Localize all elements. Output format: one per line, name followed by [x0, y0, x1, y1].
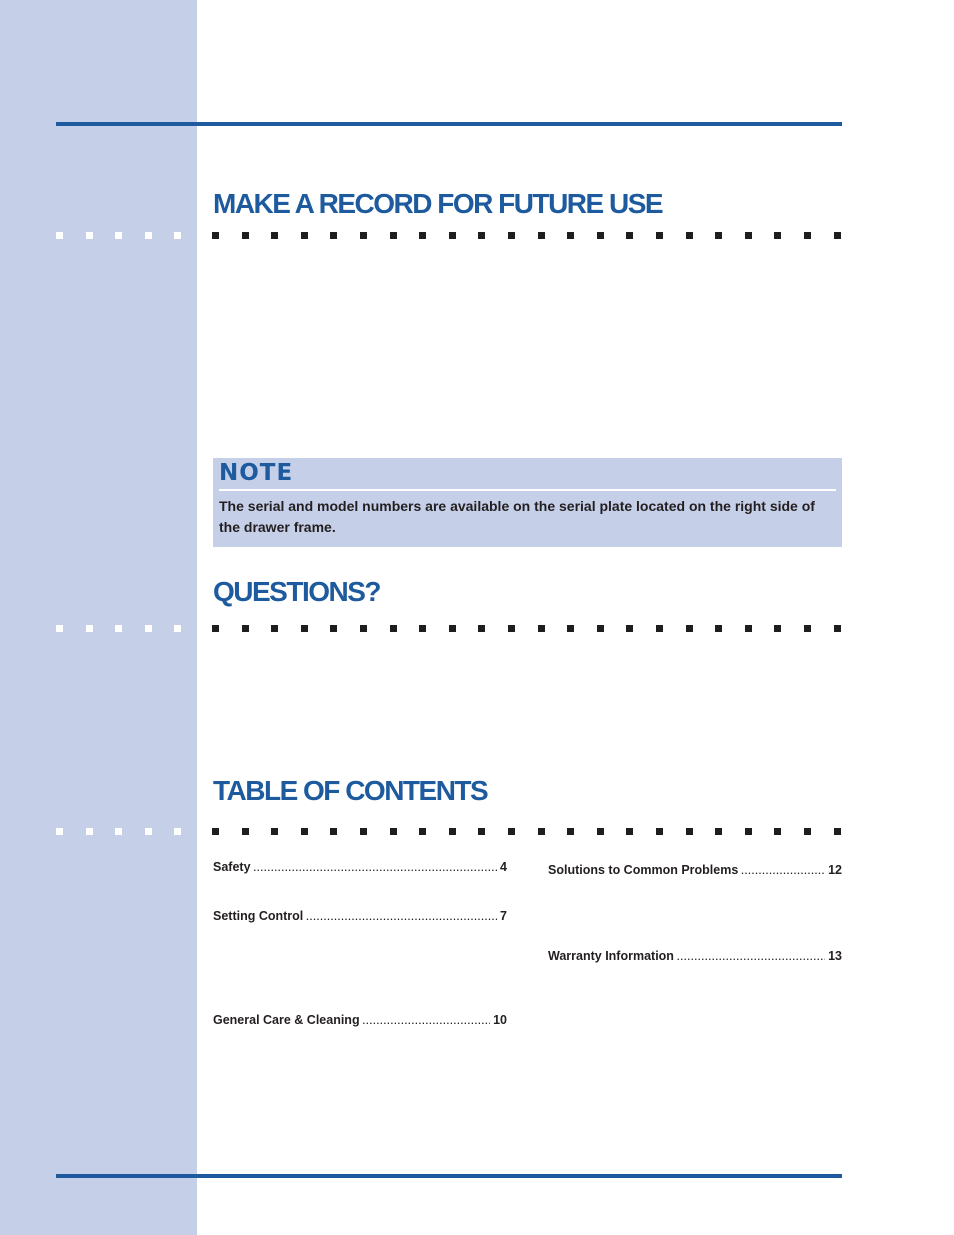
divider-dot	[804, 828, 811, 835]
divider-dot	[145, 828, 152, 835]
toc-item-general-care[interactable]	[213, 1013, 507, 1027]
bottom-rule	[56, 1174, 842, 1178]
divider-dot	[360, 232, 367, 239]
divider-dot	[56, 828, 63, 835]
divider-dot	[174, 828, 181, 835]
divider-dot	[686, 625, 693, 632]
note-box	[213, 458, 842, 547]
divider-dot	[390, 828, 397, 835]
divider-dot	[834, 232, 841, 239]
divider-dot	[390, 625, 397, 632]
divider-dot	[330, 232, 337, 239]
divider-dot	[804, 232, 811, 239]
divider-dot	[538, 625, 545, 632]
questions-heading: QUESTIONS?	[213, 576, 381, 607]
divider-dot	[715, 828, 722, 835]
divider-dot	[115, 625, 122, 632]
divider-dot	[330, 625, 337, 632]
divider-dot	[212, 232, 219, 239]
toc-label: Solutions to Common Problems	[548, 863, 739, 877]
toc-page: 4	[500, 860, 507, 874]
toc-label: Safety	[213, 860, 251, 874]
divider-dot	[567, 828, 574, 835]
divider-dot	[390, 232, 397, 239]
toc-leader	[306, 912, 497, 922]
divider-dot	[538, 232, 545, 239]
divider-dot	[449, 232, 456, 239]
divider-dot	[212, 828, 219, 835]
divider-dot	[174, 232, 181, 239]
divider-dot	[478, 625, 485, 632]
divider-dot	[56, 625, 63, 632]
divider-dot	[745, 232, 752, 239]
divider-dot	[271, 625, 278, 632]
toc-page: 12	[828, 863, 842, 877]
divider-dot	[419, 232, 426, 239]
divider-dot	[834, 828, 841, 835]
note-text: The serial and model numbers are available on the serial plate located on the right side of the drawer frame.	[219, 498, 815, 535]
divider-dot	[242, 625, 249, 632]
left-sidebar-band	[0, 0, 197, 1235]
divider-dot	[686, 828, 693, 835]
divider-dot	[626, 625, 633, 632]
divider-dot	[271, 828, 278, 835]
divider-dot	[271, 232, 278, 239]
divider-dot	[419, 828, 426, 835]
divider-dot	[56, 232, 63, 239]
toc-item-solutions[interactable]	[548, 863, 842, 877]
divider-dot	[508, 828, 515, 835]
divider-dot	[145, 232, 152, 239]
toc-page: 7	[500, 909, 507, 923]
toc-item-warranty[interactable]	[548, 949, 842, 963]
divider-dot	[360, 625, 367, 632]
divider-dot	[301, 625, 308, 632]
toc-item-safety[interactable]	[213, 860, 507, 874]
divider-dot	[804, 625, 811, 632]
divider-dot	[597, 232, 604, 239]
divider-dot	[301, 232, 308, 239]
divider-dot	[715, 232, 722, 239]
divider-dot	[115, 232, 122, 239]
divider-dot	[597, 828, 604, 835]
divider-dot	[242, 828, 249, 835]
divider-dot	[508, 232, 515, 239]
divider-dot	[419, 625, 426, 632]
toc-label: Setting Control	[213, 909, 304, 923]
divider-dot	[145, 625, 152, 632]
divider-dot	[301, 828, 308, 835]
toc-label: Warranty Information	[548, 949, 674, 963]
toc-label: General Care & Cleaning	[213, 1013, 360, 1027]
divider-dot	[686, 232, 693, 239]
divider-dot	[774, 625, 781, 632]
divider-dot	[86, 828, 93, 835]
record-heading: MAKE A RECORD FOR FUTURE USE	[213, 188, 663, 219]
divider-dot	[212, 625, 219, 632]
divider-dot	[478, 232, 485, 239]
divider-dot	[86, 232, 93, 239]
divider-dot	[774, 828, 781, 835]
divider-dot	[626, 232, 633, 239]
divider-dot	[774, 232, 781, 239]
divider-dot	[626, 828, 633, 835]
dot-divider-toc	[0, 828, 954, 836]
toc-item-setting-control[interactable]	[213, 909, 507, 923]
top-rule	[56, 122, 842, 126]
divider-dot	[745, 828, 752, 835]
divider-dot	[745, 625, 752, 632]
divider-dot	[449, 828, 456, 835]
divider-dot	[567, 625, 574, 632]
divider-dot	[115, 828, 122, 835]
divider-dot	[330, 828, 337, 835]
divider-dot	[597, 625, 604, 632]
note-divider	[219, 489, 836, 491]
toc-leader	[363, 1016, 491, 1026]
toc-page: 10	[493, 1013, 507, 1027]
toc-leader	[741, 866, 825, 876]
divider-dot	[656, 232, 663, 239]
divider-dot	[242, 232, 249, 239]
toc-leader	[254, 863, 498, 873]
divider-dot	[360, 828, 367, 835]
toc-page: 13	[828, 949, 842, 963]
divider-dot	[174, 625, 181, 632]
toc-heading: TABLE OF CONTENTS	[213, 775, 488, 806]
note-title: NOTE	[219, 460, 294, 486]
divider-dot	[508, 625, 515, 632]
divider-dot	[449, 625, 456, 632]
divider-dot	[86, 625, 93, 632]
dot-divider-questions	[0, 625, 954, 633]
divider-dot	[656, 828, 663, 835]
divider-dot	[567, 232, 574, 239]
divider-dot	[656, 625, 663, 632]
divider-dot	[834, 625, 841, 632]
divider-dot	[715, 625, 722, 632]
divider-dot	[538, 828, 545, 835]
toc-leader	[677, 952, 825, 962]
dot-divider-record	[0, 232, 954, 240]
divider-dot	[478, 828, 485, 835]
